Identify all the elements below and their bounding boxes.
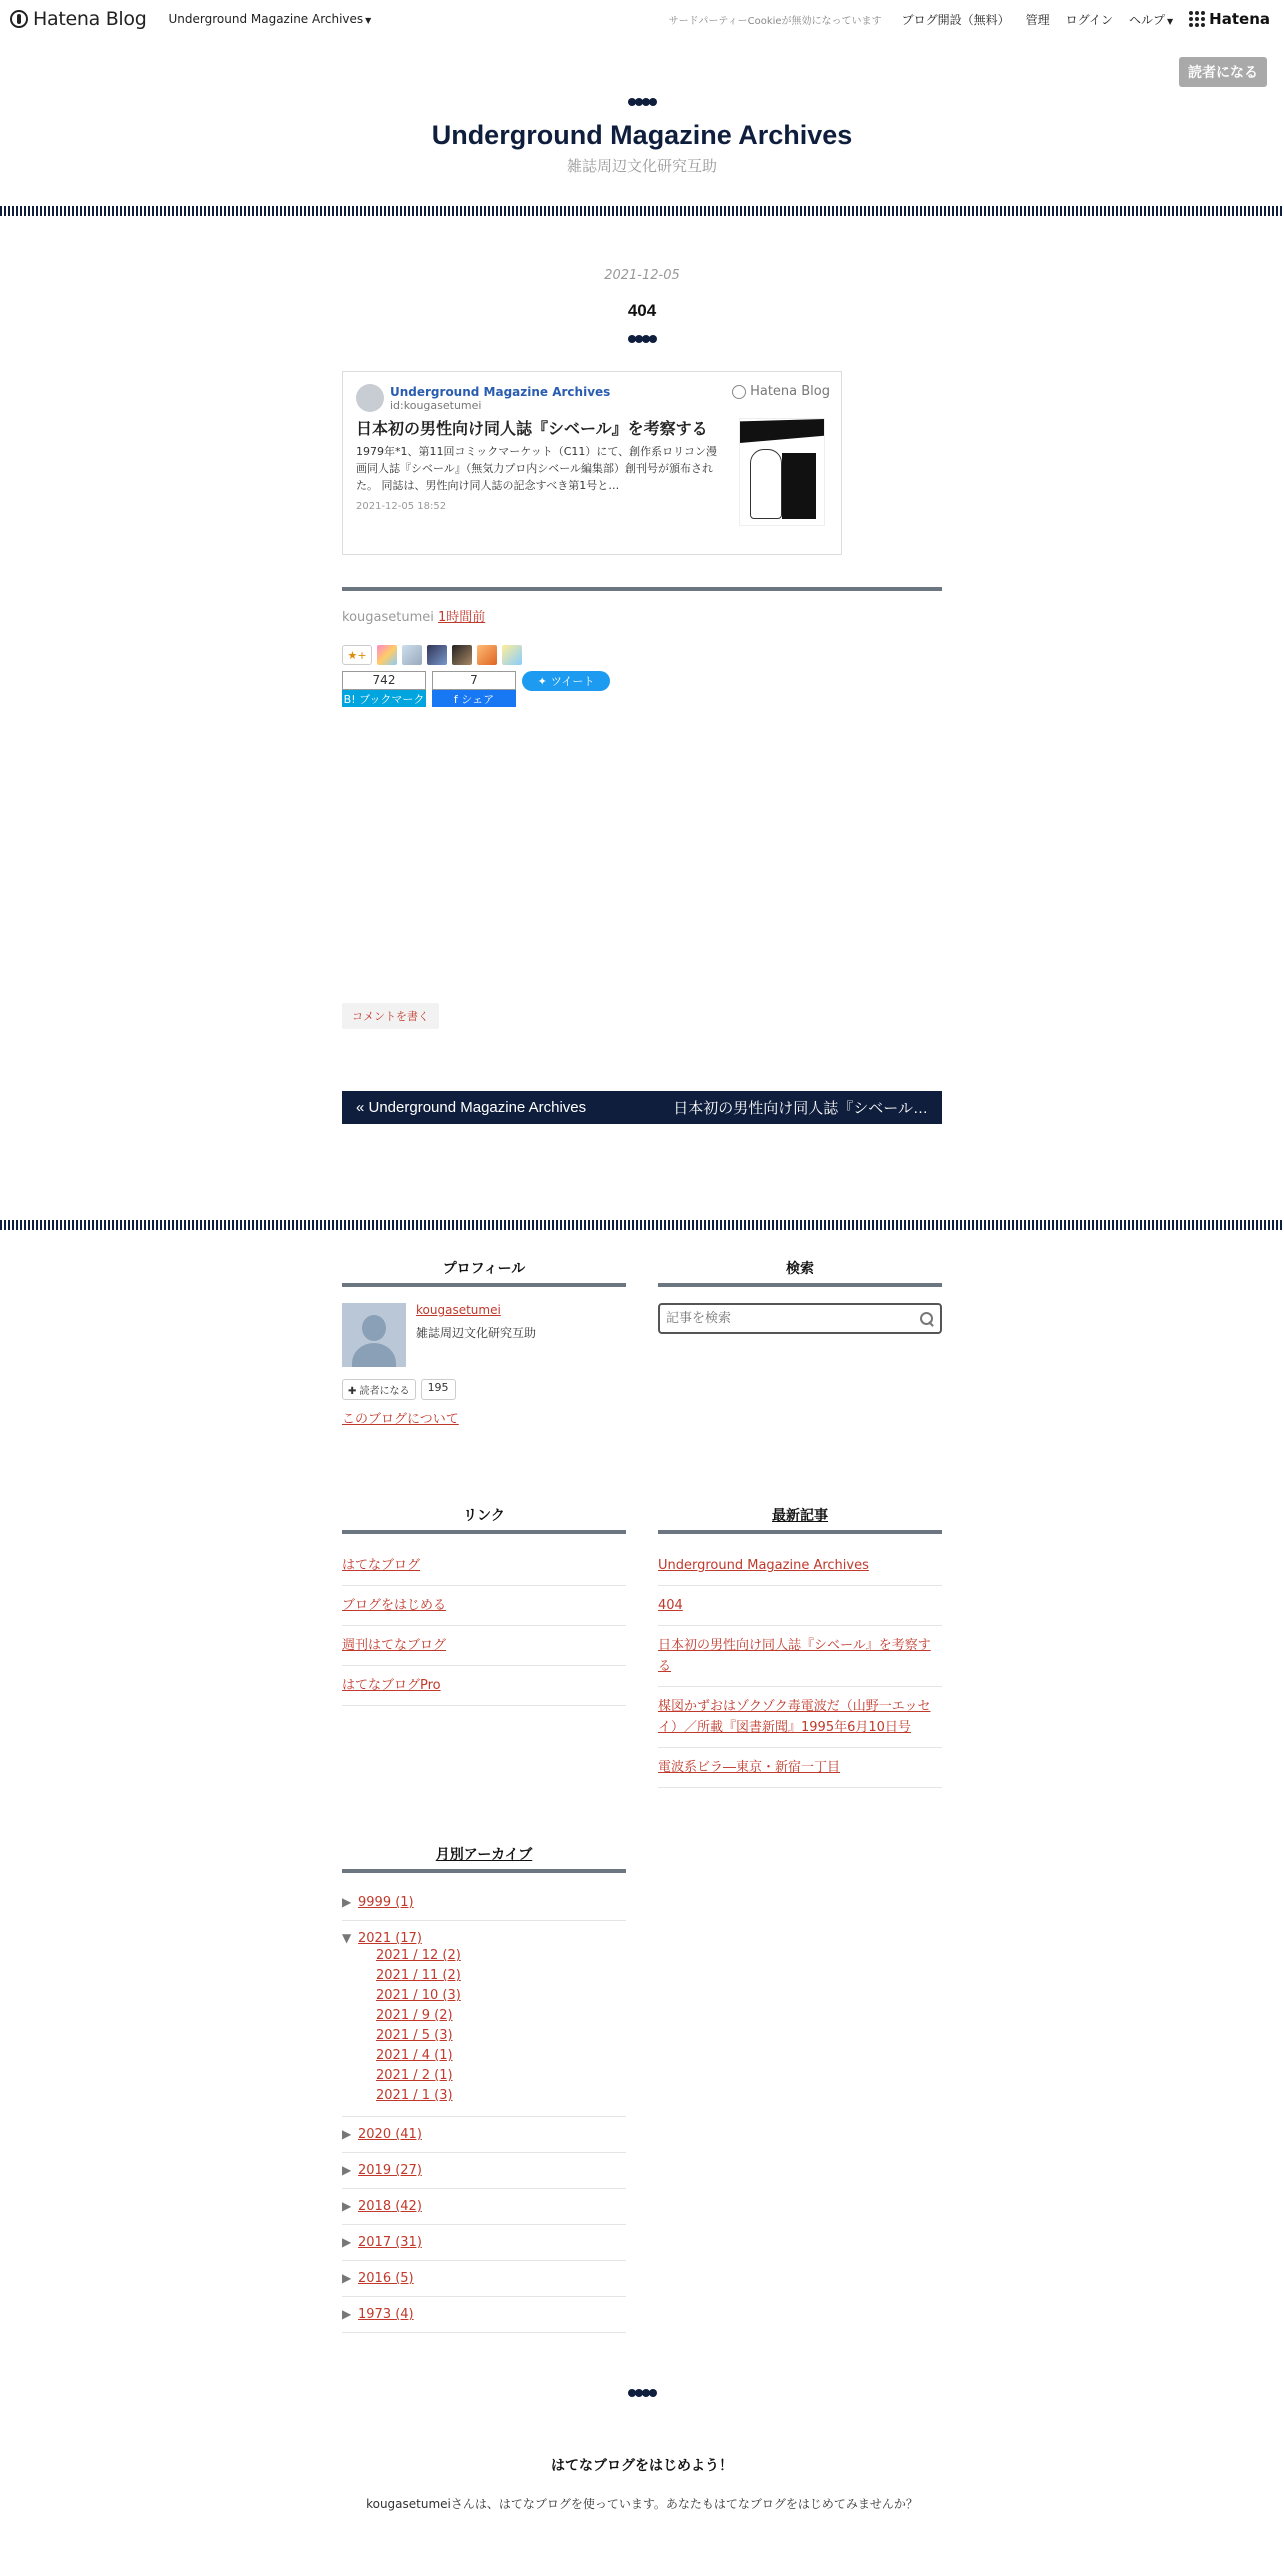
- archive-month-link[interactable]: 2021 / 4 (1): [376, 2048, 453, 2063]
- archive-year-link[interactable]: 2021 (17): [358, 1931, 422, 1946]
- cta-text: kougasetumeiさんは、はてなブログを使っています。あなたもはてなブログをはじめてみませんか？: [366, 2497, 918, 2511]
- star-user-icon[interactable]: [477, 645, 497, 665]
- link-item[interactable]: ブログをはじめる: [342, 1586, 626, 1626]
- profile-name-link[interactable]: kougasetumei: [416, 1303, 501, 1317]
- search-module: [658, 1258, 942, 1427]
- caret-down-icon: ▼: [365, 16, 372, 25]
- recent-post-link[interactable]: Underground Magazine Archives: [658, 1546, 942, 1586]
- profile-description: 雑誌周辺文化研究互助: [416, 1326, 537, 1340]
- star-user-icon[interactable]: [377, 645, 397, 665]
- search-input[interactable]: [666, 1311, 920, 1326]
- archive-month-link[interactable]: 2021 / 12 (2): [376, 1948, 461, 1963]
- expand-arrow-icon[interactable]: ▶: [342, 2307, 352, 2321]
- archive-month-link[interactable]: 2021 / 9 (2): [376, 2008, 453, 2023]
- embed-excerpt: 1979年*1、第11回コミックマーケット（C11）にて、創作系ロリコン漫画同人誌『シベール』（無気力プロ内シベール編集部）創刊号が頒布された。 同誌は、男性向け同人誌の記念すべき第1号と…: [356, 445, 717, 492]
- hatena-bookmark-widget[interactable]: [342, 671, 426, 707]
- archive-year-link[interactable]: 2016 (5): [358, 2271, 414, 2286]
- share-buttons: [342, 671, 942, 707]
- help-label: ヘルプ: [1129, 12, 1166, 27]
- archive-month-link[interactable]: 2021 / 1 (3): [376, 2088, 453, 2103]
- archive-year: [342, 2117, 626, 2153]
- archive-year-link[interactable]: 2020 (41): [358, 2127, 422, 2142]
- profile-module: [342, 1258, 626, 1427]
- logo-text: Hatena Blog: [33, 8, 147, 30]
- embed-title[interactable]: 日本初の男性向け同人誌『シベール』を考察する: [356, 419, 708, 438]
- recent-posts-module: [658, 1505, 942, 1788]
- archive-year: [342, 2297, 626, 2333]
- recent-heading[interactable]: 最新記事: [658, 1505, 942, 1534]
- entry-time-link[interactable]: 1時間前: [438, 610, 486, 625]
- entry-author: kougasetumei: [342, 610, 434, 625]
- tweet-button[interactable]: [522, 671, 610, 691]
- footer-cta: [0, 2389, 1284, 2512]
- avatar: [356, 384, 384, 412]
- embed-brand: [732, 384, 830, 399]
- archive-year: [342, 2189, 626, 2225]
- archive-heading[interactable]: 月別アーカイブ: [342, 1844, 626, 1873]
- subscribe-button[interactable]: 読者になる: [1179, 57, 1267, 87]
- pager-next-link[interactable]: 日本初の男性向け同人誌『シベール…: [673, 1100, 928, 1117]
- footer-modules: [342, 1258, 942, 2333]
- embed-blog-name[interactable]: Underground Magazine Archives: [390, 384, 611, 399]
- collapse-arrow-icon[interactable]: ▼: [342, 1931, 352, 1945]
- entry-title[interactable]: 404: [627, 301, 657, 320]
- hatena-blog-logo-icon: [732, 385, 746, 399]
- add-star-button[interactable]: ★+: [342, 645, 372, 665]
- about-blog-link[interactable]: このブログについて: [342, 1412, 459, 1427]
- archive-month-link[interactable]: 2021 / 2 (1): [376, 2068, 453, 2083]
- archive-year-link[interactable]: 1973 (4): [358, 2307, 414, 2322]
- expand-arrow-icon[interactable]: ▶: [342, 1895, 352, 1909]
- blog-selector[interactable]: [169, 12, 372, 26]
- blog-description: 雑誌周辺文化研究互助: [566, 157, 717, 175]
- links-module: [342, 1505, 626, 1788]
- archive-year-link[interactable]: 2019 (27): [358, 2163, 422, 2178]
- links-heading: リンク: [342, 1505, 626, 1534]
- help-menu[interactable]: [1129, 11, 1173, 28]
- global-header: [0, 0, 1284, 38]
- entry-pager: [342, 1091, 942, 1124]
- search-icon[interactable]: [920, 1312, 934, 1326]
- archive-month-link[interactable]: 2021 / 11 (2): [376, 1968, 461, 1983]
- ornament-dots-icon: [0, 98, 1284, 106]
- entry-footer-divider: [342, 587, 942, 591]
- cta-title: はてなブログをはじめよう！: [551, 2458, 733, 2474]
- archive-month-link[interactable]: 2021 / 5 (3): [376, 2028, 453, 2043]
- profile-subscribe-button[interactable]: ✚ 読者になる: [342, 1379, 416, 1400]
- tweet-label: ツイート: [550, 675, 595, 688]
- recent-post-link[interactable]: 404: [658, 1586, 942, 1626]
- expand-arrow-icon[interactable]: ▶: [342, 2199, 352, 2213]
- link-item[interactable]: はてなブログPro: [342, 1666, 626, 1706]
- archive-month-link[interactable]: 2021 / 10 (3): [376, 1988, 461, 2003]
- star-bar: [342, 645, 942, 665]
- bookmark-button[interactable]: B! ブックマーク: [342, 690, 426, 707]
- hatena-label: Hatena: [1209, 10, 1270, 28]
- open-blog-link[interactable]: ブログ開設（無料）: [901, 12, 1010, 27]
- archive-year: [342, 2261, 626, 2297]
- star-user-icon[interactable]: [402, 645, 422, 665]
- entry-date[interactable]: 2021-12-05: [604, 268, 680, 283]
- entry-byline: [342, 606, 942, 625]
- admin-link[interactable]: 管理: [1025, 12, 1050, 27]
- cookie-notice: サードパーティーCookieが無効になっています: [668, 15, 882, 27]
- archive-year: [342, 2225, 626, 2261]
- blog-selector-label: Underground Magazine Archives: [168, 12, 364, 26]
- embed-user-id: id:kougasetumei: [390, 398, 482, 412]
- avatar[interactable]: [342, 1303, 406, 1367]
- ornament-dots-icon: [342, 335, 942, 343]
- share-count: 7: [432, 671, 516, 690]
- recent-post-link[interactable]: 電波系ビラ―東京・新宿一丁目: [658, 1748, 942, 1788]
- recent-post-link[interactable]: 日本初の男性向け同人誌『シベール』を考察する: [658, 1626, 942, 1687]
- recent-post-link[interactable]: 楳図かずおはゾクゾク毒電波だ（山野一エッセイ）／所載『図書新聞』1995年6月10日号: [658, 1687, 942, 1748]
- embedded-blog-card[interactable]: [342, 371, 842, 555]
- archive-module: [342, 1844, 626, 2333]
- link-item[interactable]: 週刊はてなブログ: [342, 1626, 626, 1666]
- ornament-dots-icon: [0, 2389, 1284, 2397]
- star-user-icon[interactable]: [452, 645, 472, 665]
- expand-arrow-icon[interactable]: ▶: [342, 2127, 352, 2141]
- search-box: [658, 1303, 942, 1334]
- hatena-blog-logo-icon: [10, 10, 28, 28]
- entry: [342, 268, 942, 1124]
- archive-year: [342, 2153, 626, 2189]
- archive-year-link[interactable]: 9999 (1): [358, 1895, 414, 1910]
- caret-down-icon: ▼: [1167, 16, 1174, 26]
- login-link[interactable]: ログイン: [1065, 12, 1113, 27]
- expand-arrow-icon[interactable]: ▶: [342, 2235, 352, 2249]
- expand-arrow-icon[interactable]: ▶: [342, 2271, 352, 2285]
- bookmark-count: 742: [342, 671, 426, 690]
- twitter-bird-icon: ✦: [537, 674, 547, 688]
- star-user-icon[interactable]: [427, 645, 447, 665]
- write-comment-button[interactable]: コメントを書く: [342, 1003, 439, 1029]
- hatena-blog-logo[interactable]: [10, 8, 147, 30]
- embed-timestamp: 2021-12-05 18:52: [356, 501, 447, 512]
- hatena-menu[interactable]: [1189, 10, 1270, 28]
- search-heading: 検索: [658, 1258, 942, 1287]
- link-item[interactable]: はてなブログ: [342, 1546, 626, 1586]
- pager-prev-link[interactable]: « Underground Magazine Archives: [356, 1099, 587, 1116]
- archive-year-link[interactable]: 2017 (31): [358, 2235, 422, 2250]
- facebook-share-widget[interactable]: [432, 671, 516, 707]
- expand-arrow-icon[interactable]: ▶: [342, 2163, 352, 2177]
- profile-heading: プロフィール: [342, 1258, 626, 1287]
- blog-header: [0, 38, 1284, 176]
- star-user-icon[interactable]: [502, 645, 522, 665]
- embed-brand-label: Hatena Blog: [750, 384, 830, 399]
- hatena-dots-icon: [1189, 11, 1205, 27]
- archive-year-link[interactable]: 2018 (42): [358, 2199, 422, 2214]
- embed-thumbnail-image: [739, 418, 825, 526]
- archive-year: [342, 1921, 626, 2117]
- facebook-share-button[interactable]: f シェア: [432, 690, 516, 707]
- reader-count: 195: [421, 1379, 456, 1400]
- header-stripe-divider: [0, 206, 1284, 216]
- blog-title[interactable]: Underground Magazine Archives: [431, 120, 853, 150]
- footer-stripe-divider: [0, 1220, 1284, 1230]
- archive-year: [342, 1885, 626, 1921]
